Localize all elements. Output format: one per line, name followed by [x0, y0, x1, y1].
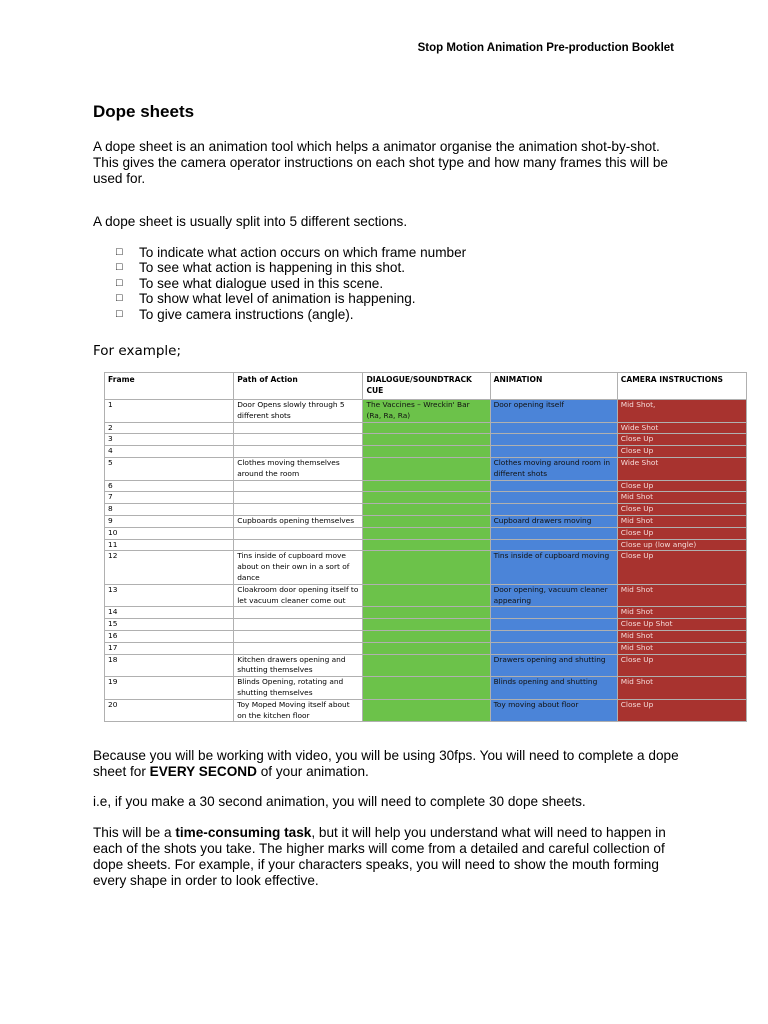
outro-paragraph-2: i.e, if you make a 30 second animation, you will need to complete 30 dope sheets. — [93, 794, 586, 809]
cell-frame: 8 — [105, 504, 234, 516]
header-frame: Frame — [105, 373, 234, 400]
table-row — [105, 492, 747, 504]
outro-paragraph-3: This will be a time-consuming task, but it will help you understand what will need to happen in each of the shots you take. The higher marks will come from a detailed and careful collection of dope sheets. For example, if your characters speaks, you will need to show the mouth forming every shape in order to look effective. — [93, 825, 666, 888]
cell-animation: Door opening itself — [490, 400, 617, 423]
cell-animation — [490, 504, 617, 516]
cell-dialogue — [363, 584, 490, 607]
cell-dialogue — [363, 422, 490, 434]
cell-camera: Mid Shot — [617, 642, 746, 654]
cell-frame: 19 — [105, 677, 234, 700]
list-item: □ To see what dialogue used in this scene. — [116, 275, 384, 291]
cell-frame: 13 — [105, 584, 234, 607]
cell-dialogue — [363, 434, 490, 446]
cell-dialogue — [363, 551, 490, 584]
cell-dialogue: The Vaccines – Wreckin' Bar (Ra, Ra, Ra) — [363, 400, 490, 423]
checkbox-icon: □ — [116, 261, 123, 274]
table-row — [105, 504, 747, 516]
list-item: □ To give camera instructions (angle). — [116, 306, 354, 322]
cell-animation — [490, 492, 617, 504]
cell-camera: Close Up — [617, 504, 746, 516]
cell-path-of-action — [234, 642, 363, 654]
cell-animation — [490, 527, 617, 539]
list-item: □ To see what action is happening in this shot. — [116, 260, 406, 276]
cell-path-of-action: Cupboards opening themselves — [234, 515, 363, 527]
cell-frame: 20 — [105, 699, 234, 722]
table-row — [105, 607, 747, 619]
cell-path-of-action — [234, 527, 363, 539]
cell-dialogue — [363, 539, 490, 551]
cell-animation — [490, 539, 617, 551]
cell-frame: 3 — [105, 434, 234, 446]
table-row — [105, 699, 747, 722]
cell-path-of-action — [234, 539, 363, 551]
emphasis-every-second: EVERY SECOND — [149, 764, 257, 779]
cell-camera: Mid Shot — [617, 584, 746, 607]
cell-dialogue — [363, 480, 490, 492]
page-header: Stop Motion Animation Pre-production Booklet — [417, 42, 674, 54]
table-row — [105, 457, 747, 480]
cell-camera: Mid Shot, — [617, 400, 746, 423]
cell-frame: 16 — [105, 630, 234, 642]
cell-animation: Cupboard drawers moving — [490, 515, 617, 527]
cell-path-of-action — [234, 504, 363, 516]
cell-camera: Close Up — [617, 434, 746, 446]
cell-camera: Close Up — [617, 527, 746, 539]
cell-path-of-action: Kitchen drawers opening and shutting themselves — [234, 654, 363, 677]
example-label: For example; — [93, 343, 182, 359]
cell-camera: Mid Shot — [617, 607, 746, 619]
cell-animation — [490, 642, 617, 654]
table-row — [105, 642, 747, 654]
cell-frame: 2 — [105, 422, 234, 434]
cell-path-of-action — [234, 480, 363, 492]
table-row — [105, 480, 747, 492]
table-row — [105, 422, 747, 434]
cell-camera: Close Up — [617, 551, 746, 584]
cell-camera: Mid Shot — [617, 515, 746, 527]
cell-animation: Drawers opening and shutting — [490, 654, 617, 677]
checkbox-icon: □ — [116, 276, 123, 289]
cell-frame: 6 — [105, 480, 234, 492]
header-camera: CAMERA INSTRUCTIONS — [617, 373, 746, 400]
cell-dialogue — [363, 515, 490, 527]
cell-frame: 14 — [105, 607, 234, 619]
table-body — [105, 400, 747, 722]
cell-animation — [490, 607, 617, 619]
cell-path-of-action: Blinds Opening, rotating and shutting themselves — [234, 677, 363, 700]
cell-frame: 4 — [105, 446, 234, 458]
dope-sheet-table — [104, 372, 747, 722]
cell-frame: 7 — [105, 492, 234, 504]
table-row — [105, 584, 747, 607]
cell-dialogue — [363, 492, 490, 504]
cell-animation — [490, 630, 617, 642]
cell-camera: Wide Shot — [617, 457, 746, 480]
cell-frame: 15 — [105, 619, 234, 631]
cell-animation — [490, 434, 617, 446]
cell-dialogue — [363, 504, 490, 516]
cell-dialogue — [363, 654, 490, 677]
cell-dialogue — [363, 699, 490, 722]
cell-path-of-action — [234, 434, 363, 446]
table-row — [105, 654, 747, 677]
table-header-row — [105, 373, 747, 400]
table-row — [105, 434, 747, 446]
sections-list — [116, 245, 466, 322]
cell-path-of-action: Toy Moped Moving itself about on the kitchen floor — [234, 699, 363, 722]
cell-dialogue — [363, 642, 490, 654]
cell-path-of-action: Clothes moving themselves around the room — [234, 457, 363, 480]
cell-path-of-action — [234, 492, 363, 504]
cell-animation: Toy moving about floor — [490, 699, 617, 722]
cell-camera: Close up (low angle) — [617, 539, 746, 551]
table-row — [105, 677, 747, 700]
header-dialogue: DIALOGUE/SOUNDTRACK CUE — [363, 373, 490, 400]
cell-camera: Wide Shot — [617, 422, 746, 434]
cell-animation — [490, 422, 617, 434]
sections-intro: A dope sheet is usually split into 5 different sections. — [93, 214, 408, 229]
emphasis-time-consuming: time-consuming task — [175, 825, 312, 840]
cell-animation — [490, 480, 617, 492]
cell-frame: 10 — [105, 527, 234, 539]
cell-dialogue — [363, 630, 490, 642]
cell-animation — [490, 619, 617, 631]
cell-path-of-action: Door Opens slowly through 5 different shots — [234, 400, 363, 423]
cell-animation: Clothes moving around room in different shots — [490, 457, 617, 480]
checkbox-icon: □ — [116, 246, 123, 258]
cell-path-of-action — [234, 422, 363, 434]
cell-frame: 12 — [105, 551, 234, 584]
table-row — [105, 619, 747, 631]
cell-dialogue — [363, 619, 490, 631]
cell-camera: Close Up Shot — [617, 619, 746, 631]
checkbox-icon: □ — [116, 307, 123, 320]
cell-frame: 9 — [105, 515, 234, 527]
cell-frame: 5 — [105, 457, 234, 480]
list-item: □ To indicate what action occurs on which frame number — [116, 245, 467, 260]
intro-line-2: This gives the camera operator instructions on each shot type and how many frames this will be used for. — [93, 155, 668, 186]
cell-path-of-action — [234, 630, 363, 642]
cell-frame: 17 — [105, 642, 234, 654]
cell-dialogue — [363, 446, 490, 458]
cell-path-of-action: Tins inside of cupboard move about on their own in a sort of dance — [234, 551, 363, 584]
cell-frame: 18 — [105, 654, 234, 677]
cell-dialogue — [363, 527, 490, 539]
cell-path-of-action — [234, 607, 363, 619]
table-row — [105, 527, 747, 539]
cell-path-of-action: Cloakroom door opening itself to let vacuum cleaner come out — [234, 584, 363, 607]
cell-dialogue — [363, 607, 490, 619]
cell-animation: Tins inside of cupboard moving — [490, 551, 617, 584]
table-row — [105, 551, 747, 584]
cell-path-of-action — [234, 619, 363, 631]
cell-animation: Blinds opening and shutting — [490, 677, 617, 700]
cell-dialogue — [363, 677, 490, 700]
table-row — [105, 400, 747, 423]
outro-paragraph-1: Because you will be working with video, you will be using 30fps. You will need to complete a dope sheet for EVERY SECOND of your animation. — [93, 748, 679, 779]
cell-camera: Mid Shot — [617, 677, 746, 700]
intro-paragraph — [93, 139, 683, 187]
cell-camera: Close Up — [617, 699, 746, 722]
table-row — [105, 539, 747, 551]
table-row — [105, 446, 747, 458]
cell-animation: Door opening, vacuum cleaner appearing — [490, 584, 617, 607]
page-title: Dope sheets — [93, 102, 195, 121]
cell-camera: Close Up — [617, 654, 746, 677]
cell-animation — [490, 446, 617, 458]
cell-frame: 1 — [105, 400, 234, 423]
header-path-of-action: Path of Action — [234, 373, 363, 400]
list-item: □ To show what level of animation is happening. — [116, 291, 416, 307]
cell-camera: Close Up — [617, 480, 746, 492]
cell-frame: 11 — [105, 539, 234, 551]
cell-camera: Close Up — [617, 446, 746, 458]
table-row — [105, 630, 747, 642]
cell-dialogue — [363, 457, 490, 480]
checkbox-icon: □ — [116, 292, 123, 305]
table-row — [105, 515, 747, 527]
header-animation: ANIMATION — [490, 373, 617, 400]
intro-line-1: A dope sheet is an animation tool which helps a animator organise the animation shot-by-shot. — [93, 139, 660, 154]
cell-camera: Mid Shot — [617, 630, 746, 642]
cell-camera: Mid Shot — [617, 492, 746, 504]
cell-path-of-action — [234, 446, 363, 458]
